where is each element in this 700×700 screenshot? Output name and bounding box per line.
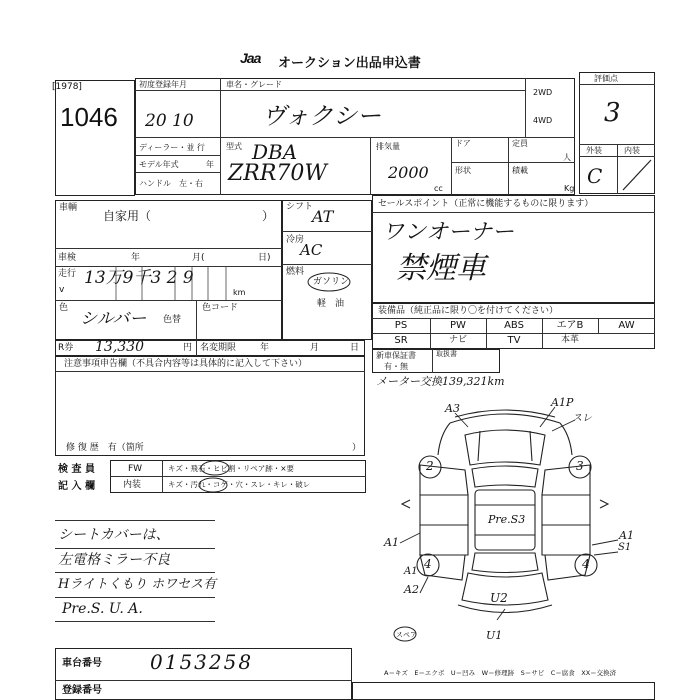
exterior-value: C [587,164,603,188]
diagram-label-sure: スレ [572,413,592,424]
diagram-label-a1p: A1P [551,396,574,409]
first-reg-value: 20 10 [145,111,194,131]
mileage-value: 13万9千3 2 9 [84,268,194,288]
vehicle-reg-label: 車輌 [59,203,78,213]
remark-line-2: 左電格ミラー不良 [58,552,170,568]
interior-items: キズ・汚れ・コゲ・穴・スレ・キレ・破レ [168,480,311,489]
diagram-label-pre-s3: Pre.S3 [488,513,526,526]
diagram-label-a1-right: A1 [619,529,634,542]
wheel-mark-rear-right: 4 [582,557,590,571]
sales-line-2: 禁煙車 [396,251,486,286]
bottom-right-strip [352,682,655,700]
shaken-day: 日) [258,253,271,263]
sales-point-label: セールスポイント（正常に機能するものに限ります） [378,199,594,209]
equip-navi: ナビ [448,335,467,345]
manual-label: 取扱書 [436,350,457,358]
fw-label: FW [128,464,143,474]
first-reg-label: 初度登録年月 [139,80,187,89]
color-replace-label: 色替 [163,315,182,325]
equip-leather: 本革 [560,335,579,345]
model-year-label: モデル年式 [139,160,179,169]
equip-aw: AW [618,320,635,331]
recycle-unit: 円 [183,343,193,353]
mileage-digit-boxes [80,266,230,300]
document-title: オークション出品申込書 [278,56,421,71]
color-value: シルバー [80,309,147,329]
fw-items: キズ・飛石・ヒビ割・リペア跡・×要 [168,464,294,473]
registration-number-label: 登録番号 [62,685,102,696]
diagram-label-a1-left: A1 [384,536,399,549]
shift-value: AT [312,207,334,226]
equip-ps: PS [394,320,408,331]
diagram-label-spare: スペア [396,631,417,639]
equip-pw: PW [450,320,466,331]
shift-label: シフト [286,202,314,212]
name-change-label: 名変期限 [200,343,237,353]
auction-logo: Jaa [240,50,261,66]
name-change-month: 月 [310,343,320,353]
fuel-gasoline-circle [306,271,352,293]
door-label: ドア [455,139,471,148]
sales-line-1: ワンオーナー [382,220,515,245]
interior-label: 内装 [624,146,640,155]
interior-inspect-label: 内装 [123,480,142,490]
drive-4wd: 4WD [533,116,553,125]
fuel-label: 燃料 [286,267,305,277]
type-label: 型式 [226,142,242,151]
fuel-gasoline: ガソリン [313,277,350,287]
load-label: 積載 [512,166,528,175]
color-label: 色 [59,303,69,313]
handle-label: ハンドル 左・右 [139,179,203,188]
vehicle-reg-close: ） [262,209,275,223]
diagram-label-u1: U1 [486,629,503,642]
type-value-1: DBA [252,140,298,164]
recycle-value: 13,330 [95,339,144,355]
remark-line-1: シートカバーは、 [58,527,170,543]
name-change-year: 年 [260,343,270,353]
shaken-label: 車検 [58,253,77,263]
spare-tire-icon [392,626,418,642]
repair-history-label: 修 復 歴 有（箇所 [66,443,144,453]
displacement-value: 2000 [388,163,429,182]
document-header [240,50,470,71]
remark-line-3: Hライトくもり ホワセス有 [58,577,217,592]
inspector-label: 検 査 員 [58,464,95,475]
diagram-label-a2: A2 [404,583,419,596]
score-value: 3 [604,98,621,128]
lot-code: [1978] [52,82,82,92]
chassis-number-value: 0153258 [150,650,254,674]
inspection-circles [185,457,265,497]
shape-label: 形状 [455,166,471,175]
model-year-unit: 年 [206,160,214,169]
lot-box [55,80,135,196]
equipment-label: 装備品（純正品に限り〇を付けてください） [378,306,559,316]
capacity-unit: 人 [563,153,571,162]
diagram-label-a3: A3 [445,402,460,415]
capacity-label: 定員 [512,139,528,148]
mileage-unit: km [233,288,246,297]
load-unit: Kg [564,184,575,193]
car-name-value: ヴォクシー [262,102,382,130]
diagram-label-a1-rear: A1 [404,566,418,577]
dealer-label: ディーラー・並 行 [139,143,205,152]
diagram-label-u2: U2 [490,591,508,605]
shaken-month: 月( [192,253,205,263]
recycle-label: R券 [58,343,74,353]
displacement-label: 排気量 [376,142,400,151]
score-label: 評価点 [594,74,618,83]
equip-tv: TV [507,335,521,346]
equip-airbag: エアB [556,320,584,331]
wheel-mark-front-right: 3 [576,459,584,473]
wheel-mark-rear-left: 4 [424,557,432,571]
ac-label: 冷房 [286,235,305,245]
new-car-warranty-options: 有・無 [384,362,408,371]
color-code-label: 色コード [202,303,239,313]
lot-number: 1046 [60,102,118,132]
car-name-label: 車名・グレード [226,80,282,89]
ac-value: AC [300,241,323,259]
exterior-label: 外装 [586,146,602,155]
wheel-mark-front-left: 2 [426,459,434,473]
chassis-number-label: 車台番号 [62,658,102,669]
new-car-warranty-label: 新車保証書 [376,351,416,360]
interior-slash [617,156,655,194]
name-change-day: 日 [350,343,360,353]
vehicle-reg-value: 自家用（ [103,209,152,223]
equip-sr: SR [394,335,408,346]
entry-label: 記 入 欄 [58,481,95,492]
mileage-v: v [59,285,65,295]
odometer-note: メーター交換139,321km [376,375,505,388]
damage-legend: A＝キズ E＝エクボ U＝凹み W＝修理跡 S＝サビ C＝腐食 XX＝交換済 [384,669,617,677]
type-value-2: ZRR70W [228,161,328,186]
equip-abs: ABS [504,320,524,331]
displacement-unit: cc [434,184,443,193]
shaken-year: 年 [131,253,141,263]
notes-header: 注意事項申告欄（不具合内容等は具体的に記入して下さい） [64,359,308,369]
drive-2wd: 2WD [533,88,553,97]
remark-line-4: Pre.S. U. A. [62,601,143,617]
diagram-label-s1: S1 [618,542,632,553]
mileage-label: 走行 [58,269,77,279]
fuel-diesel: 軽 油 [317,299,345,309]
repair-history-close: ） [352,443,362,453]
